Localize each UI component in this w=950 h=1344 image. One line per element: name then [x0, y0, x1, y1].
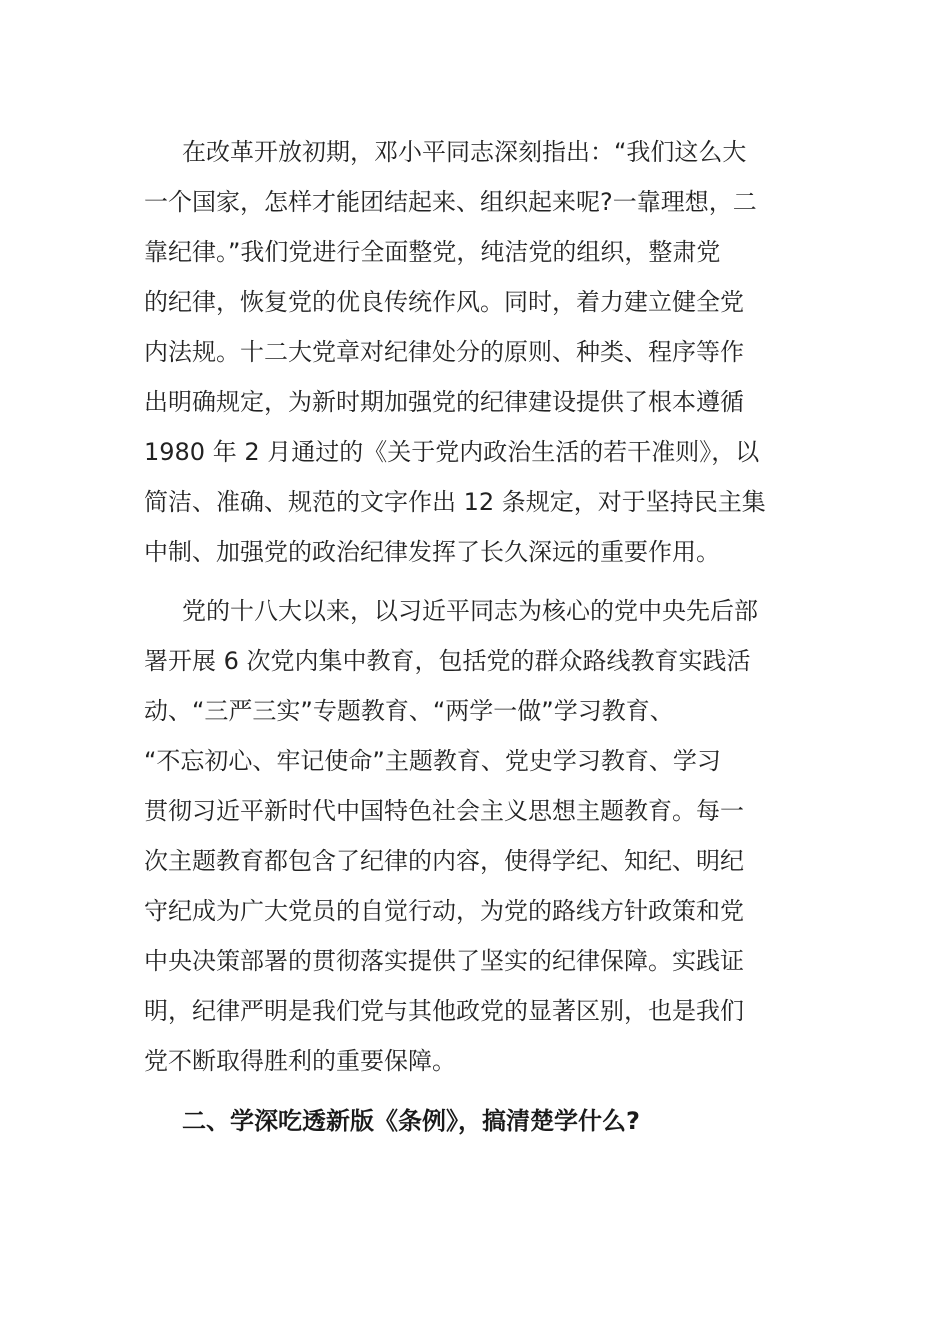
text-line: “不忘初心、牢记使命”主题教育、党史学习教育、学习	[144, 747, 721, 775]
text-line: 党的十八大以来，以习近平同志为核心的党中央先后部	[182, 597, 758, 625]
text-line: 次主题教育都包含了纪律的内容，使得学纪、知纪、明纪	[144, 847, 744, 875]
text-line: 简洁、准确、规范的文字作出 12 条规定，对于坚持民主集	[144, 488, 766, 516]
text-line: 在改革开放初期，邓小平同志深刻指出：“我们这么大	[182, 138, 747, 166]
text-line: 动、“三严三实”专题教育、“两学一做”学习教育、	[144, 697, 674, 725]
text-line: 署开展 6 次党内集中教育，包括党的群众路线教育实践活	[144, 647, 751, 675]
text-line: 守纪成为广大党员的自觉行动，为党的路线方针政策和党	[144, 897, 744, 925]
text-line: 党不断取得胜利的重要保障。	[144, 1047, 456, 1075]
text-line: 中央决策部署的贯彻落实提供了坚实的纪律保障。实践证	[144, 947, 744, 975]
text-line: 1980 年 2 月通过的《关于党内政治生活的若干准则》，以	[144, 438, 760, 466]
text-line: 一个国家，怎样才能团结起来、组织起来呢?一靠理想，二	[144, 188, 757, 216]
text-line: 出明确规定，为新时期加强党的纪律建设提供了根本遵循	[144, 388, 744, 416]
text-line: 明，纪律严明是我们党与其他政党的显著区别，也是我们	[144, 997, 744, 1025]
text-line: 中制、加强党的政治纪律发挥了长久深远的重要作用。	[144, 538, 720, 566]
text-line: 内法规。十二大党章对纪律处分的原则、种类、程序等作	[144, 338, 744, 366]
section-heading: 二、学深吃透新版《条例》，搞清楚学什么?	[182, 1107, 640, 1135]
text-line: 靠纪律。”我们党进行全面整党，纯洁党的组织，整肃党	[144, 238, 721, 266]
text-line: 贯彻习近平新时代中国特色社会主义思想主题教育。每一	[144, 797, 744, 825]
text-line: 的纪律，恢复党的优良传统作风。同时，着力建立健全党	[144, 288, 744, 316]
